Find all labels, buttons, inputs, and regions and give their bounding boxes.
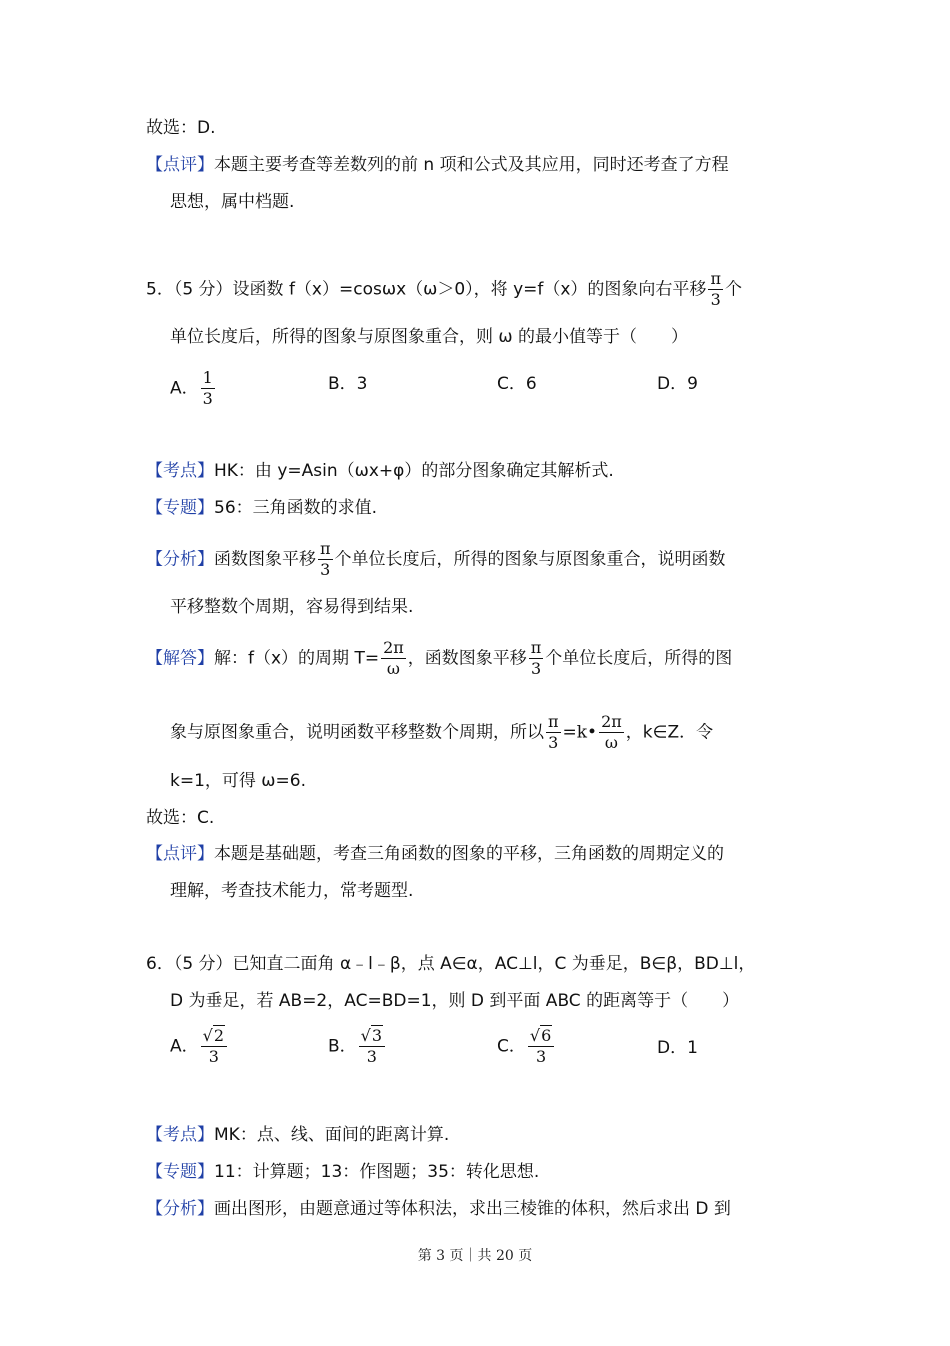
kaodian-tag: 【考点】 (146, 461, 214, 481)
fenxi-tag: 【分析】 (146, 1199, 214, 1219)
q6-option-c (497, 1028, 556, 1065)
q6-option-a (170, 1028, 229, 1065)
q5-kaodian (146, 459, 614, 483)
frac-num: π (320, 539, 331, 558)
zhuanti-text: 56：三角函数的求值. (214, 498, 378, 518)
dianping-text: 本题是基础题，考查三角函数的图象的平移，三角函数的周期定义的 (214, 844, 724, 864)
jieda-text-mid: ，函数图象平移 (407, 648, 527, 669)
jieda-mid: =k• (562, 722, 598, 743)
q5-answer: 故选：C. (146, 808, 215, 828)
sqrt-fraction (528, 1028, 554, 1065)
review-tag: 【点评】 (146, 155, 214, 175)
fenxi-text: 函数图象平移 (214, 549, 316, 570)
frac-den: 3 (548, 733, 559, 752)
frac-den: 3 (366, 1047, 377, 1066)
option-label: C． (497, 1036, 526, 1057)
frac-den: 3 (535, 1047, 547, 1066)
q5-option-c: C．6 (497, 374, 537, 394)
frac-num: π (530, 638, 542, 657)
jieda-text: 象与原图象重合，说明函数平移整数个周期，所以 (170, 722, 544, 743)
fraction (318, 541, 333, 578)
dianping-tag: 【点评】 (146, 844, 214, 864)
frac-den: 3 (710, 290, 721, 309)
q6-fenxi (146, 1197, 731, 1221)
q5-dianping-line2: 理解，考查技术能力，常考题型. (170, 881, 414, 901)
q5-jieda-line3: k=1，可得 ω=6. (170, 771, 307, 791)
q5-stem-line2: 单位长度后，所得的图象与原图象重合，则 ω 的最小值等于（ ） (170, 327, 689, 347)
q5-zhuanti (146, 496, 377, 520)
kaodian-tag: 【考点】 (146, 1125, 214, 1145)
frac-den: ω (386, 659, 400, 678)
q5-fenxi-line2: 平移整数个周期，容易得到结果. (170, 597, 414, 617)
frac-den: 3 (202, 389, 213, 408)
radicand: 2 (213, 1026, 225, 1045)
jieda-text: 解：f（x）的周期 T= (214, 648, 380, 669)
kaodian-text: MK：点、线、面间的距离计算. (214, 1125, 450, 1145)
fraction (599, 714, 624, 751)
q5-stem-text-end: 个 (724, 279, 742, 300)
frac-num: 2π (383, 638, 404, 657)
frac-num: π (710, 269, 721, 288)
q5-dianping-line1 (146, 842, 724, 866)
frac-num: 1 (202, 368, 213, 387)
frac-den: ω (604, 733, 618, 752)
fenxi-text-end: 个单位长度后，所得的图象与原图象重合，说明函数 (334, 549, 726, 570)
q4-review-line2: 思想，属中档题. (170, 192, 295, 212)
frac-num: 2π (601, 712, 622, 731)
q5-stem-line1 (146, 271, 742, 308)
fenxi-tag: 【分析】 (146, 549, 214, 570)
frac-num: √2 (201, 1028, 227, 1047)
q6-option-b (328, 1028, 387, 1065)
kaodian-text: HK：由 y=Asin（ωx+φ）的部分图象确定其解析式. (214, 461, 614, 481)
option-label: B． (328, 1036, 357, 1057)
radicand: 6 (541, 1026, 552, 1045)
zhuanti-tag: 【专题】 (146, 1162, 214, 1182)
review-text: 本题主要考查等差数列的前 n 项和公式及其应用，同时还考查了方程 (214, 155, 729, 175)
jieda-text-end: ，k∈Z．令 (625, 722, 714, 743)
jieda-text-end: 个单位长度后，所得的图 (545, 648, 733, 669)
fraction (201, 370, 215, 407)
q4-answer: 故选：D. (146, 118, 216, 138)
q5-option-b: B．3 (328, 374, 368, 394)
frac-num: √6 (528, 1028, 554, 1047)
fenxi-text: 画出图形，由题意通过等体积法，求出三棱锥的体积，然后求出 D 到 (214, 1199, 731, 1219)
sqrt-fraction (201, 1028, 227, 1065)
radicand: 3 (371, 1026, 383, 1045)
q5-option-d: D．9 (657, 374, 698, 394)
frac-num: √3 (359, 1028, 385, 1047)
frac-num: π (548, 712, 559, 731)
frac-den: 3 (530, 659, 542, 678)
frac-den: 3 (208, 1047, 219, 1066)
q5-option-a (170, 370, 217, 407)
q5-stem-text: 5．（5 分）设函数 f（x）=cosωx（ω＞0），将 y=f（x）的图象向右平移 (146, 279, 707, 300)
zhuanti-text: 11：计算题；13：作图题；35：转化思想. (214, 1162, 540, 1182)
fraction (381, 640, 406, 677)
q5-jieda-line1 (146, 640, 732, 677)
fraction (708, 271, 723, 308)
q5-fenxi-line1 (146, 541, 726, 578)
fraction (546, 714, 561, 751)
zhuanti-tag: 【专题】 (146, 498, 214, 518)
q5-jieda-line2 (170, 714, 713, 751)
page-footer: 第 3 页｜共 20 页 (417, 1248, 533, 1264)
q6-kaodian (146, 1123, 449, 1147)
frac-den: 3 (320, 560, 331, 579)
fraction (529, 640, 544, 677)
sqrt-fraction (359, 1028, 385, 1065)
q6-option-d: D．1 (657, 1038, 698, 1058)
jieda-tag: 【解答】 (146, 648, 214, 669)
q4-review-line1 (146, 153, 729, 177)
q6-stem-line1: 6．（5 分）已知直二面角 α﹣l﹣β，点 A∈α，AC⊥l，C 为垂足，B∈β，BD⊥l， (146, 954, 756, 974)
option-label: A． (170, 378, 199, 399)
option-label: A． (170, 1036, 199, 1057)
q6-zhuanti (146, 1160, 539, 1184)
q6-stem-line2: D 为垂足，若 AB=2，AC=BD=1，则 D 到平面 ABC 的距离等于（ ） (170, 991, 740, 1011)
